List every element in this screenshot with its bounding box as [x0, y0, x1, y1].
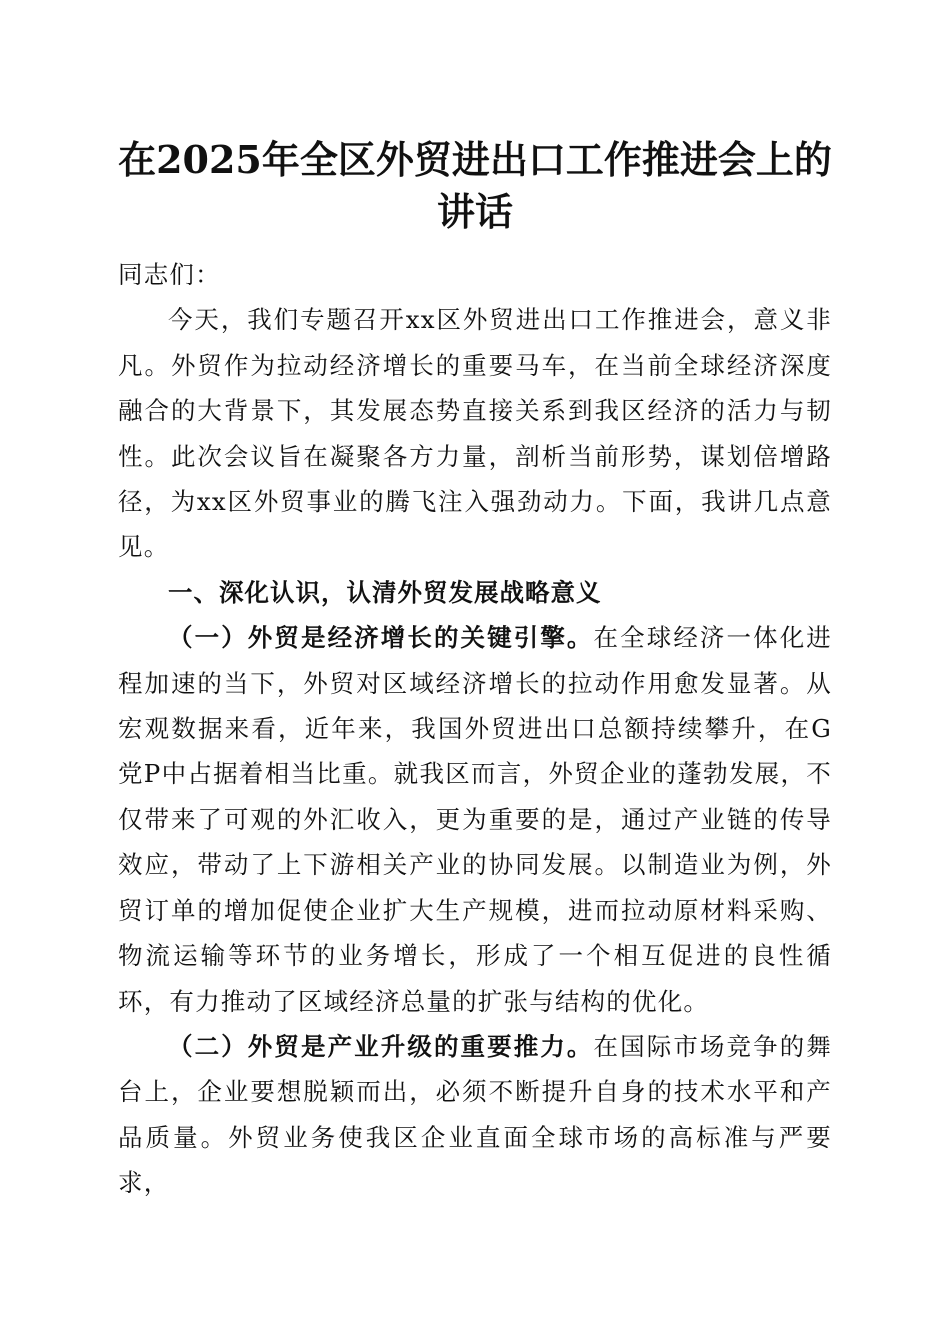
sub-heading-1: （一）外贸是经济增长的关键引擎。: [168, 623, 594, 653]
section-paragraph-1: [118, 615, 832, 1024]
paragraph-text-1: 在全球经济一体化进程加速的当下，外贸对区域经济增长的拉动作用愈发显著。从宏观数据来看，近年来，我国外贸进出口总额持续攀升，在G党P中占据着相当比重。就我区而言，外贸企业的蓬勃发展，不仅带来了可观的外汇收入，更为重要的是，通过产业链的传导效应，带动了上下游相关产业的协同发展。以制造业为例，外贸订单的增加促使企业扩大生产规模，进而拉动原材料采购、物流运输等环节的业务增长，形成了一个相互促进的良性循环，有力推动了区域经济总量的扩张与结构的优化。: [118, 623, 832, 1016]
salutation: 同志们：: [118, 260, 221, 289]
paragraph-text-2: 在国际市场竞争的舞台上，企业要想脱颖而出，必须不断提升自身的技术水平和产品质量。外贸业务使我区企业直面全球市场的高标准与严要求，: [118, 1031, 832, 1198]
section-heading: 一、深化认识，认清外贸发展战略意义: [168, 577, 602, 607]
document-body: [118, 252, 832, 1206]
sub-heading-2: （二）外贸是产业升级的重要推力。: [168, 1031, 594, 1061]
intro-paragraph: 今天，我们专题召开xx区外贸进出口工作推进会，意义非凡。外贸作为拉动经济增长的重要马车，在当前全球经济深度融合的大背景下，其发展态势直接关系到我区经济的活力与韧性。此次会议旨在凝聚各方力量，剖析当前形势，谋划倍增路径，为xx区外贸事业的腾飞注入强劲动力。下面，我讲几点意见。: [118, 305, 832, 562]
section-paragraph-2: [118, 1024, 832, 1206]
document-title: 在2025年全区外贸进出口工作推进会上的讲话: [118, 137, 832, 234]
